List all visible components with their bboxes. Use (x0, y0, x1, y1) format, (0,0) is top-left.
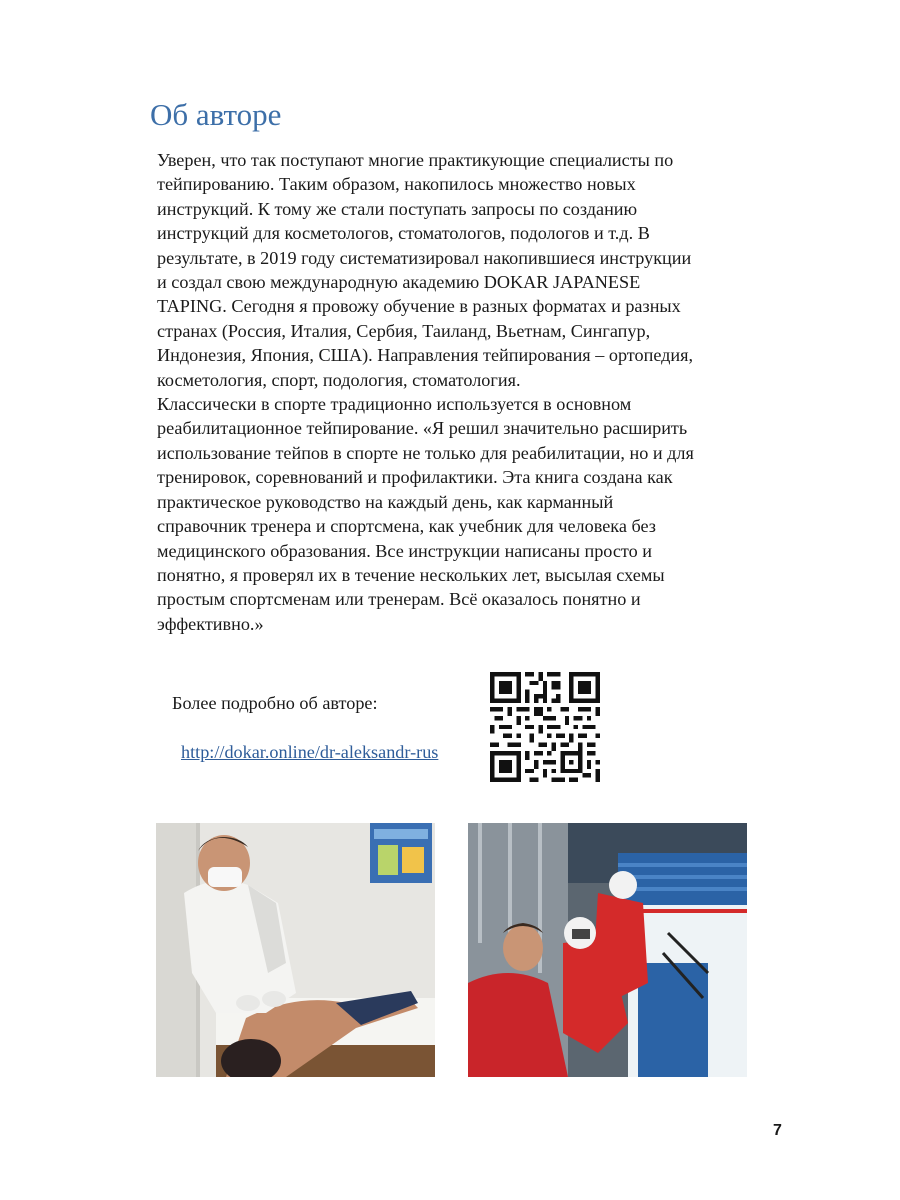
text-line: Индонезия, Япония, США). Направления тейпирования – ортопедия, (157, 345, 694, 366)
hockey-bench-photo (468, 823, 747, 1077)
text-line: простым спортсменам или тренерам. Всё оказалось понятно и (157, 589, 641, 610)
text-line: реабилитационное тейпирование. «Я решил значительно расширить (157, 418, 688, 439)
text-line: медицинского образования. Все инструкции написаны просто и (157, 540, 652, 561)
text-line: Классически в спорте традиционно используется в основном (157, 394, 632, 415)
page-number: 7 (773, 1122, 782, 1139)
author-profile-link[interactable]: http://dokar.online/dr-aleksandr-rus (181, 742, 439, 762)
more-about-author-label: Более подробно об авторе: (172, 693, 378, 713)
text-line: эффективно.» (157, 613, 264, 634)
taping-photo (156, 823, 435, 1077)
text-line: и создал свою международную академию DOKAR JAPANESE (157, 272, 641, 293)
text-line: практическое руководство на каждый день, как карманный (157, 491, 614, 512)
qr-code-icon (490, 672, 600, 782)
text-line: понятно, я проверял их в течение нескольких лет, высылая схемы (157, 564, 665, 585)
text-line: тейпированию. Таким образом, накопилось множество новых (157, 174, 636, 195)
text-line: справочник тренера и спортсмена, как учебник для человека без (157, 516, 656, 537)
author-text (157, 148, 767, 636)
text-line: тренировок, соревнований и профилактики. Эта книга создана как (157, 467, 673, 488)
page-title: Об авторе (150, 97, 282, 132)
text-line: использование тейпов в спорте не только для реабилитации, но и для (157, 442, 694, 463)
text-line: странах (Россия, Италия, Сербия, Таиланд, Вьетнам, Сингапур, (157, 320, 651, 341)
text-line: Уверен, что так поступают многие практикующие специалисты по (157, 150, 674, 170)
text-line: косметология, спорт, подология, стоматология. (157, 369, 521, 390)
text-line: TAPING. Сегодня я провожу обучение в разных форматах и разных (157, 296, 681, 317)
text-line: инструкций для косметологов, стоматологов, подологов и т.д. В (157, 223, 650, 244)
text-line: результате, в 2019 году систематизировал накопившиеся инструкции (157, 247, 692, 268)
text-line: инструкций. К тому же стали поступать запросы по созданию (157, 198, 638, 219)
